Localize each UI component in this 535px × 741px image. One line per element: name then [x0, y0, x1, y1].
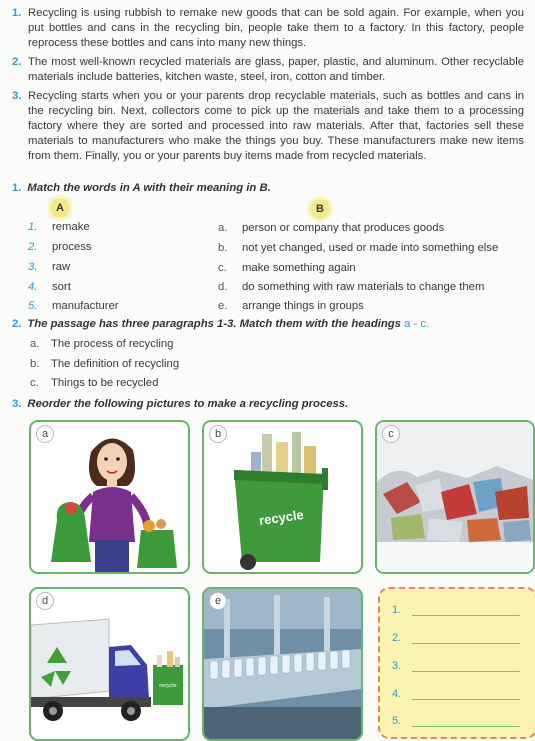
item-index: b. [30, 358, 40, 370]
picture-a-woman-with-bags [29, 420, 190, 574]
paragraph-2 [12, 55, 524, 85]
item-index: 4. [28, 281, 38, 293]
paragraph-text: Recycling is using rubbish to remake new goods that can be sold again. For example, when you put bottles and cans in the recycling bin, people take them to a factory. In this factory, people reprocess these bottles and cans into many new things. [28, 7, 524, 49]
match-meaning: person or company that produces goods [242, 222, 445, 234]
answer-line[interactable] [412, 699, 520, 700]
instruction-text: Match the words in A with their meaning in B. [27, 182, 271, 194]
match-meaning: do something with raw materials to change them [242, 281, 485, 293]
slot-number: 4. [392, 688, 402, 700]
woman-illustration [31, 422, 188, 572]
paragraph-text: The most well-known recycled materials are glass, paper, plastic, and aluminum. Other recyclable materials include batteries, kitchen waste, steel, iron, cotton and timber. [28, 56, 524, 83]
match-word: process [52, 241, 92, 253]
match-word: remake [52, 221, 90, 233]
slot-number: 3. [392, 660, 402, 672]
picture-e-bottle-factory [202, 587, 363, 741]
paragraph-number: 2. [12, 56, 22, 68]
exercise-number: 1. [12, 182, 22, 194]
exercise-3-instruction [12, 398, 348, 410]
item-index: c. [30, 377, 39, 389]
answer-line[interactable] [412, 671, 520, 672]
answer-slot[interactable] [392, 632, 401, 644]
picture-c-crushed-cans [375, 420, 535, 574]
answer-slot[interactable] [392, 660, 401, 672]
item-index: 1. [28, 221, 38, 233]
match-meaning: arrange things in groups [242, 300, 364, 312]
item-index: 2. [28, 241, 38, 253]
paragraph-3 [12, 89, 524, 164]
instruction-text: The passage has three paragraphs 1-3. Match them with the headings [27, 318, 401, 330]
picture-label: e [209, 592, 227, 610]
match-word: manufacturer [52, 300, 119, 312]
truck-illustration [31, 589, 188, 739]
heading-text: The definition of recycling [51, 358, 180, 370]
heading-text: The process of recycling [51, 338, 174, 350]
match-word: sort [52, 281, 71, 293]
exercise-2-instruction [12, 318, 429, 330]
instruction-text: Reorder the following pictures to make a recycling process. [27, 398, 349, 410]
crushed-cans-photo [377, 422, 533, 572]
picture-d-recycling-truck [29, 587, 190, 741]
item-index: c. [218, 262, 227, 274]
paragraph-number: 1. [12, 7, 22, 19]
paragraph-1 [12, 6, 524, 51]
heading-range: a - c. [404, 318, 430, 330]
column-a-badge: A [50, 198, 70, 218]
item-index: b. [218, 242, 228, 254]
slot-number: 2. [392, 632, 402, 644]
answer-line[interactable] [412, 726, 520, 727]
bin-label: recycle [258, 506, 305, 529]
answer-slot[interactable] [392, 715, 401, 727]
answer-slot[interactable] [392, 604, 401, 616]
answer-line[interactable] [412, 615, 520, 616]
item-index: d. [218, 281, 228, 293]
item-index: a. [30, 338, 40, 350]
answer-line[interactable] [412, 643, 520, 644]
item-index: a. [218, 222, 228, 234]
match-meaning: make something again [242, 262, 356, 274]
column-b-badge: B [310, 199, 330, 219]
item-index: 3. [28, 261, 38, 273]
answer-box [378, 587, 535, 739]
factory-line-photo [204, 589, 361, 739]
paragraph-number: 3. [12, 90, 22, 102]
item-index: e. [218, 300, 228, 312]
slot-number: 1. [392, 604, 402, 616]
answer-slot[interactable] [392, 688, 401, 700]
recycling-bin-illustration [204, 422, 361, 572]
truck-bin-label: recycle [159, 683, 177, 689]
paragraph-text: Recycling starts when you or your parents drop recyclable materials, such as bottles and cans in the recycling bin. Next, collectors come to pick up the materials and take them to a processing factory where they are sorted and processed into raw materials. After that, factories sell these materials to manufacturers who make the things you buy. These manufacturers make new items from them. Finally, you or your parents buy items made from recycled materials. [28, 90, 524, 162]
item-index: 5. [28, 300, 38, 312]
slot-number: 5. [392, 715, 402, 727]
picture-label: b [209, 425, 227, 443]
exercise-number: 3. [12, 398, 22, 410]
picture-b-recycling-bin [202, 420, 363, 574]
picture-label: a [36, 425, 54, 443]
exercise-number: 2. [12, 318, 22, 330]
heading-text: Things to be recycled [51, 377, 159, 389]
picture-label: d [36, 592, 54, 610]
picture-label: c [382, 425, 400, 443]
match-meaning: not yet changed, used or made into something else [242, 242, 499, 254]
exercise-1-instruction [12, 182, 271, 194]
match-word: raw [52, 261, 71, 273]
